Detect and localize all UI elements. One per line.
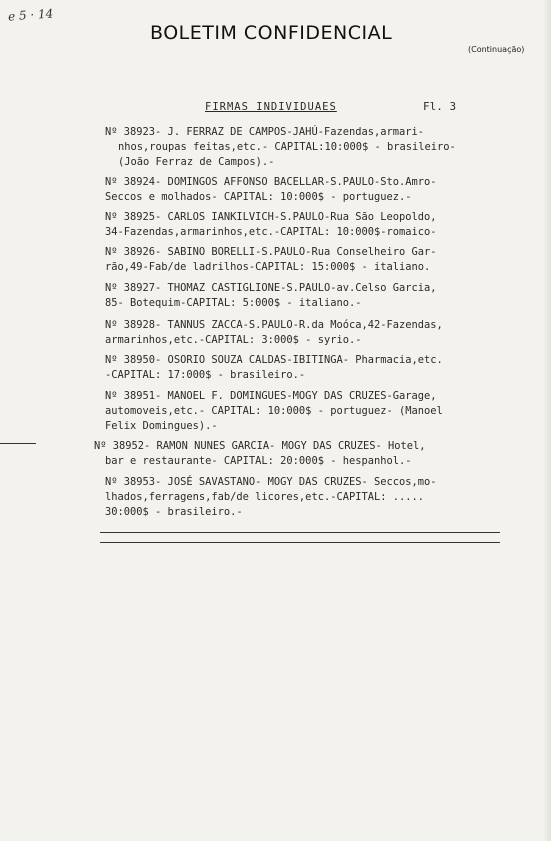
entry-38926	[105, 245, 437, 275]
entry-line: automoveis,etc.- CAPITAL: 10:000$ - portuguez- (Manoel	[105, 405, 443, 417]
entry-line: Nº 38950- OSORIO SOUZA CALDAS-IBITINGA- Pharmacia,etc.	[105, 354, 443, 366]
entry-line: 34-Fazendas,armarinhos,etc.-CAPITAL: 10:000$-romaico-	[105, 226, 437, 238]
entry-line: Nº 38924- DOMINGOS AFFONSO BACELLAR-S.PAULO-Sto.Amro-	[105, 176, 437, 188]
entry-38950	[105, 353, 443, 383]
entry-line: Nº 38923- J. FERRAZ DE CAMPOS-JAHÚ-Fazendas,armari-	[105, 126, 425, 138]
entry-line: armarinhos,etc.-CAPITAL: 3:000$ - syrio.-	[105, 334, 362, 346]
entry-line: Seccos e molhados- CAPITAL: 10:000$ - portuguez.-	[105, 191, 412, 203]
margin-dash	[0, 443, 36, 444]
handwritten-corner-note: e 5 · 14	[7, 6, 54, 24]
entry-38928	[105, 318, 443, 348]
folio-number: Fl. 3	[423, 100, 457, 113]
entry-38952	[94, 439, 426, 469]
entry-line: rão,49-Fab/de ladrilhos-CAPITAL: 15:000$ - italiano.	[105, 261, 431, 273]
closing-rule-bottom	[100, 542, 500, 543]
entry-line: (João Ferraz de Campos).-	[118, 156, 275, 168]
entry-38951	[105, 389, 443, 434]
entry-line: Nº 38952- RAMON NUNES GARCIA- MOGY DAS CRUZES- Hotel,	[94, 440, 426, 452]
entry-line: Felix Domingues).-	[105, 420, 218, 432]
page-edge-shadow	[543, 0, 551, 841]
entry-line: Nº 38953- JOSÉ SAVASTANO- MOGY DAS CRUZES- Seccos,mo-	[105, 476, 437, 488]
entry-line: Nº 38925- CARLOS IANKILVICH-S.PAULO-Rua São Leopoldo,	[105, 211, 437, 223]
entry-line: Nº 38951- MANOEL F. DOMINGUES-MOGY DAS CRUZES-Garage,	[105, 390, 437, 402]
entry-line: Nº 38926- SABINO BORELLI-S.PAULO-Rua Conselheiro Gar-	[105, 246, 437, 258]
document-title: BOLETIM CONFIDENCIAL	[150, 22, 393, 44]
entry-line: Nº 38927- THOMAZ CASTIGLIONE-S.PAULO-av.Celso Garcia,	[105, 282, 437, 294]
entry-line: nhos,roupas feitas,etc.- CAPITAL:10:000$ - brasileiro-	[118, 141, 456, 153]
entry-line: lhados,ferragens,fab/de licores,etc.-CAPITAL: .....	[105, 491, 425, 503]
entry-line: 30:000$ - brasileiro.-	[105, 506, 243, 518]
entry-line: 85- Botequim-CAPITAL: 5:000$ - italiano.-	[105, 297, 362, 309]
entry-38953	[105, 475, 437, 520]
entry-line: -CAPITAL: 17:000$ - brasileiro.-	[105, 369, 306, 381]
entry-38924	[105, 175, 437, 205]
entry-line: Nº 38928- TANNUS ZACCA-S.PAULO-R.da Moóca,42-Fazendas,	[105, 319, 443, 331]
entry-38923	[105, 125, 456, 170]
entry-line: bar e restaurante- CAPITAL: 20:000$ - hespanhol.-	[105, 455, 412, 467]
entry-38927	[105, 281, 437, 311]
continuation-label: (Continuação)	[468, 45, 525, 54]
closing-rule-top	[100, 532, 500, 533]
entry-38925	[105, 210, 437, 240]
section-heading: FIRMAS INDIVIDUAES	[205, 101, 337, 113]
